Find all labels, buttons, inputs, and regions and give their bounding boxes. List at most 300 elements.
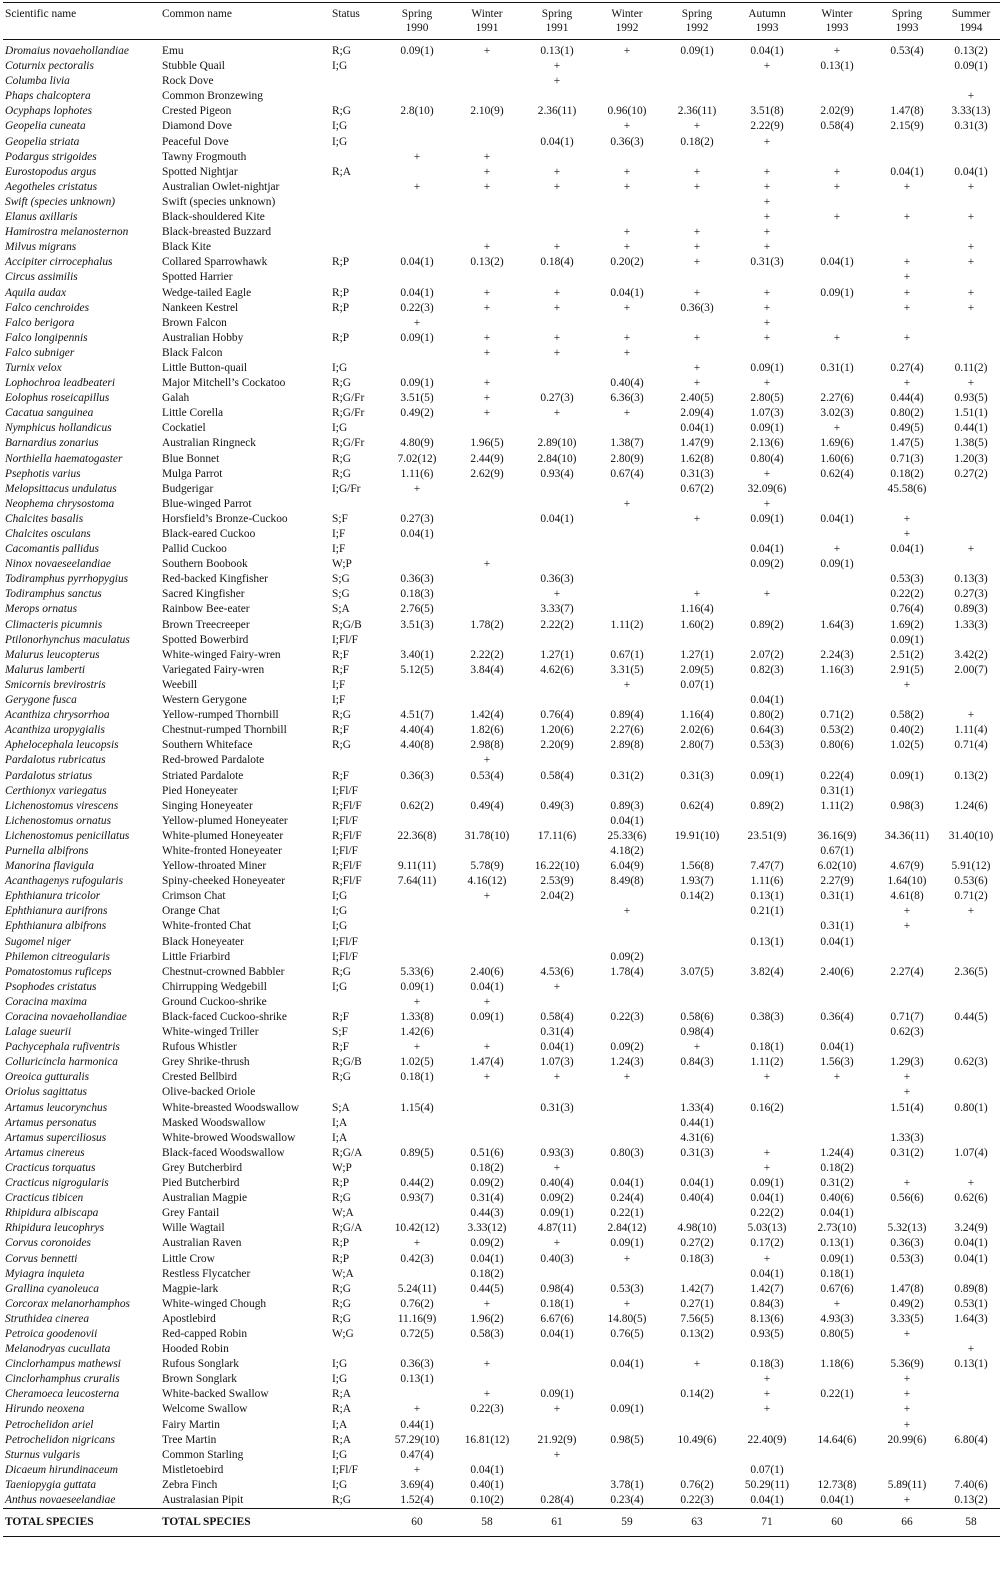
abundance-cell: +: [903, 1177, 911, 1190]
abundance-cell: 0.44(5): [954, 1011, 988, 1023]
abundance-cell: [592, 1387, 662, 1402]
common-name-cell: Nankeen Kestrel: [162, 301, 239, 314]
abundance-cell: [802, 301, 872, 316]
abundance-cell: [802, 482, 872, 497]
abundance-cell: +: [483, 1071, 491, 1084]
status-cell: I;G: [332, 905, 348, 918]
scientific-name-cell: Chalcites basalis: [5, 512, 84, 525]
abundance-cell: +: [483, 150, 491, 163]
abundance-cell: +: [903, 512, 911, 525]
status-cell: R;G/B: [332, 1056, 362, 1069]
abundance-cell: +: [903, 678, 911, 691]
abundance-cell: 0.28(4): [540, 1494, 574, 1506]
status-cell: W;P: [332, 558, 352, 571]
scientific-name-cell: Cracticus torquatus: [5, 1161, 96, 1174]
abundance-cell: [382, 135, 452, 150]
abundance-cell: 9.11(11): [397, 860, 437, 873]
abundance-cell: [942, 1131, 1000, 1146]
abundance-cell: [872, 935, 942, 950]
abundance-cell: 31.78(10): [464, 829, 510, 842]
abundance-cell: 0.71(2): [954, 890, 988, 903]
abundance-cell: [732, 150, 802, 165]
abundance-cell: [872, 1206, 942, 1221]
status-cell: R;Fl/F: [332, 860, 362, 873]
abundance-cell: +: [903, 1494, 911, 1506]
abundance-cell: [382, 950, 452, 965]
common-name-cell: Common Starling: [162, 1448, 244, 1461]
abundance-cell: [732, 980, 802, 995]
status-cell: I;F: [332, 694, 346, 707]
common-name-cell: Chestnut-crowned Babbler: [162, 965, 285, 978]
abundance-cell: [452, 1116, 522, 1131]
header-common-name: Common name: [162, 8, 232, 20]
abundance-cell: [872, 1116, 942, 1131]
header-period: [662, 3, 732, 40]
abundance-cell: [382, 240, 452, 255]
common-name-cell: White-fronted Chat: [162, 920, 251, 933]
abundance-cell: 0.18(3): [680, 1252, 714, 1265]
common-name-cell: Pied Butcherbird: [162, 1177, 240, 1190]
abundance-cell: [382, 195, 452, 210]
abundance-cell: [452, 587, 522, 602]
abundance-cell: [872, 995, 942, 1010]
scientific-name-cell: Pachycephala rufiventris: [5, 1041, 120, 1054]
abundance-cell: +: [553, 346, 561, 359]
abundance-cell: [382, 678, 452, 693]
table-row: [3, 1402, 1000, 1417]
scientific-name-cell: Cracticus nigrogularis: [5, 1177, 109, 1190]
abundance-cell: 0.09(1): [750, 422, 784, 435]
abundance-cell: 4.61(8): [890, 890, 924, 903]
common-name-cell: Black Falcon: [162, 346, 223, 359]
abundance-cell: +: [833, 180, 841, 193]
abundance-cell: 2.8(10): [400, 105, 434, 118]
abundance-cell: [942, 1387, 1000, 1402]
abundance-cell: +: [483, 995, 491, 1008]
abundance-cell: [662, 1085, 732, 1100]
abundance-cell: 8.49(8): [610, 875, 644, 888]
scientific-name-cell: Accipiter cirrocephalus: [5, 256, 113, 269]
abundance-cell: +: [903, 1403, 911, 1416]
abundance-cell: +: [483, 180, 491, 193]
abundance-cell: [452, 195, 522, 210]
abundance-cell: 0.04(1): [610, 814, 644, 827]
table-row: [3, 919, 1000, 934]
abundance-cell: 3.33(5): [890, 1312, 924, 1325]
abundance-cell: 0.09(2): [470, 1177, 504, 1190]
common-name-cell: Brown Treecreeper: [162, 618, 250, 631]
total-species-count: 58: [965, 1516, 977, 1529]
abundance-cell: 0.18(2): [890, 467, 924, 480]
table-row: [3, 1131, 1000, 1146]
table-row: [3, 935, 1000, 950]
abundance-cell: 1.02(5): [890, 739, 924, 752]
scientific-name-cell: Lophochroa leadbeateri: [5, 377, 115, 390]
abundance-cell: 0.31(4): [470, 1192, 504, 1205]
abundance-cell: 0.09(1): [890, 769, 924, 782]
abundance-cell: 1.64(3): [954, 1312, 988, 1325]
abundance-cell: 0.80(6): [820, 739, 854, 752]
abundance-cell: [452, 512, 522, 527]
abundance-cell: 5.24(11): [397, 1282, 437, 1295]
common-name-cell: Rufous Songlark: [162, 1358, 239, 1371]
status-cell: R;G: [332, 452, 351, 465]
period-year: 1993: [895, 22, 919, 34]
abundance-cell: 0.04(1): [954, 165, 988, 178]
abundance-cell: 7.64(11): [397, 875, 437, 888]
abundance-cell: [942, 1418, 1000, 1433]
table-row: [3, 361, 1000, 376]
abundance-cell: [522, 89, 592, 104]
abundance-cell: +: [693, 226, 701, 239]
common-name-cell: Brown Falcon: [162, 316, 227, 329]
abundance-cell: +: [967, 180, 975, 193]
table-row: [3, 1448, 1000, 1463]
common-name-cell: Common Bronzewing: [162, 90, 263, 103]
abundance-cell: 0.04(1): [540, 135, 574, 148]
abundance-cell: 3.82(4): [750, 965, 784, 978]
abundance-cell: [732, 1448, 802, 1463]
abundance-cell: 7.47(7): [750, 860, 784, 873]
abundance-cell: [382, 557, 452, 572]
abundance-cell: +: [967, 709, 975, 722]
abundance-cell: 0.62(4): [680, 799, 714, 812]
abundance-cell: 0.22(3): [400, 301, 434, 314]
status-cell: I;F: [332, 543, 346, 556]
abundance-cell: [662, 150, 732, 165]
abundance-cell: 2.00(7): [954, 663, 988, 676]
abundance-cell: 3.78(1): [610, 1478, 644, 1491]
status-cell: I;Fl/F: [332, 950, 358, 963]
abundance-cell: +: [553, 407, 561, 420]
abundance-cell: 2.36(11): [537, 105, 577, 118]
abundance-cell: 0.22(4): [820, 769, 854, 782]
abundance-cell: [592, 1418, 662, 1433]
table-row: [3, 452, 1000, 467]
abundance-cell: [382, 119, 452, 134]
abundance-cell: [662, 1418, 732, 1433]
abundance-cell: +: [833, 543, 841, 556]
abundance-cell: +: [483, 301, 491, 314]
table-row: [3, 738, 1000, 753]
abundance-cell: 0.18(2): [470, 1161, 504, 1174]
abundance-cell: [942, 693, 1000, 708]
abundance-cell: 0.36(3): [400, 1358, 434, 1371]
abundance-cell: 0.04(1): [954, 1252, 988, 1265]
abundance-cell: [802, 225, 872, 240]
abundance-cell: +: [553, 331, 561, 344]
abundance-cell: [382, 346, 452, 361]
common-name-cell: Striated Pardalote: [162, 769, 244, 782]
abundance-cell: [452, 270, 522, 285]
table-row: [3, 1312, 1000, 1327]
abundance-cell: +: [623, 45, 631, 57]
abundance-cell: [522, 1463, 592, 1478]
scientific-name-cell: Malurus leucopterus: [5, 648, 100, 661]
abundance-cell: +: [413, 1041, 421, 1054]
abundance-cell: 16.81(12): [464, 1433, 510, 1446]
abundance-cell: [452, 572, 522, 587]
abundance-cell: [452, 482, 522, 497]
status-cell: R;G/A: [332, 1222, 363, 1235]
abundance-cell: 7.40(6): [954, 1478, 988, 1491]
status-cell: I;G: [332, 890, 348, 903]
abundance-cell: +: [483, 392, 491, 405]
total-species-label: TOTAL SPECIES: [5, 1516, 94, 1529]
abundance-cell: [452, 316, 522, 331]
abundance-cell: 0.49(5): [890, 422, 924, 435]
abundance-cell: [382, 1116, 452, 1131]
scientific-name-cell: Swift (species unknown): [5, 195, 116, 208]
abundance-cell: [662, 542, 732, 557]
abundance-cell: 0.80(3): [610, 1146, 644, 1159]
scientific-name-cell: Psephotis varius: [5, 467, 81, 480]
total-species-count: 58: [481, 1516, 493, 1529]
abundance-cell: 0.04(1): [820, 1041, 854, 1054]
abundance-cell: 7.02(12): [397, 452, 437, 465]
abundance-cell: [942, 1040, 1000, 1055]
abundance-cell: [522, 225, 592, 240]
common-name-cell: Fairy Martin: [162, 1418, 220, 1431]
abundance-cell: [942, 225, 1000, 240]
abundance-cell: 0.09(1): [820, 286, 854, 299]
common-name-cell: Little Button-quail: [162, 361, 248, 374]
status-cell: I;G: [332, 1373, 348, 1386]
table-row: [3, 1055, 1000, 1070]
abundance-cell: 0.13(2): [680, 1327, 714, 1340]
abundance-cell: 0.58(3): [470, 1327, 504, 1340]
abundance-cell: [382, 89, 452, 104]
table-row: [3, 814, 1000, 829]
abundance-cell: +: [693, 256, 701, 269]
abundance-cell: 0.22(3): [680, 1494, 714, 1506]
abundance-cell: 0.04(1): [610, 1358, 644, 1371]
abundance-cell: 0.24(4): [610, 1192, 644, 1205]
period-year: 1993: [825, 22, 849, 34]
abundance-cell: [802, 1448, 872, 1463]
abundance-cell: [732, 814, 802, 829]
common-name-cell: Australian Hobby: [162, 331, 244, 344]
abundance-cell: 2.84(12): [607, 1222, 647, 1235]
common-name-cell: Grey Shrike-thrush: [162, 1056, 250, 1069]
abundance-cell: +: [623, 905, 631, 918]
abundance-cell: [662, 950, 732, 965]
abundance-cell: [942, 814, 1000, 829]
abundance-cell: [802, 753, 872, 768]
table-row: [3, 829, 1000, 844]
abundance-cell: 0.62(3): [890, 1026, 924, 1039]
abundance-cell: [662, 1463, 732, 1478]
abundance-cell: 0.04(1): [820, 1494, 854, 1506]
abundance-cell: 4.62(6): [540, 663, 574, 676]
abundance-cell: [592, 270, 662, 285]
abundance-cell: [872, 693, 942, 708]
abundance-cell: +: [763, 1146, 771, 1159]
abundance-cell: 4.98(10): [677, 1222, 717, 1235]
abundance-cell: 0.53(3): [890, 573, 924, 586]
header-row: [3, 3, 1000, 40]
abundance-cell: [662, 693, 732, 708]
abundance-cell: [382, 919, 452, 934]
common-name-cell: Black Honeyeater: [162, 935, 244, 948]
table-body: [3, 40, 1000, 1509]
abundance-cell: [942, 678, 1000, 693]
header-period: [592, 3, 662, 40]
abundance-cell: 0.53(3): [610, 1282, 644, 1295]
abundance-cell: 0.22(1): [610, 1207, 644, 1220]
abundance-cell: 0.53(4): [890, 45, 924, 57]
abundance-cell: 0.20(2): [610, 256, 644, 269]
scientific-name-cell: Neophema chrysostoma: [5, 497, 115, 510]
status-cell: R;P: [332, 256, 350, 269]
common-name-cell: Cockatiel: [162, 422, 206, 435]
status-cell: R;A: [332, 1403, 351, 1416]
abundance-cell: +: [483, 331, 491, 344]
status-cell: [330, 195, 382, 210]
abundance-cell: +: [693, 331, 701, 344]
abundance-cell: +: [483, 286, 491, 299]
abundance-cell: 0.58(4): [820, 120, 854, 133]
abundance-cell: [522, 542, 592, 557]
abundance-cell: +: [623, 180, 631, 193]
abundance-cell: 0.04(1): [820, 512, 854, 525]
status-cell: I;Fl/F: [332, 844, 358, 857]
scientific-name-cell: Climacteris picumnis: [5, 618, 103, 631]
abundance-cell: 0.04(1): [820, 256, 854, 269]
abundance-cell: 0.53(2): [820, 724, 854, 737]
status-cell: R;P: [332, 301, 350, 314]
scientific-name-cell: Falco longipennis: [5, 331, 88, 344]
scientific-name-cell: Acanthiza uropygialis: [5, 724, 105, 737]
abundance-cell: 0.09(1): [954, 60, 988, 73]
abundance-cell: +: [903, 1327, 911, 1340]
common-name-cell: White-winged Triller: [162, 1026, 259, 1039]
abundance-cell: [942, 195, 1000, 210]
abundance-cell: 2.24(3): [820, 648, 854, 661]
abundance-cell: 3.84(4): [470, 663, 504, 676]
table-row: [3, 1085, 1000, 1100]
abundance-cell: 11.16(9): [397, 1312, 437, 1325]
abundance-cell: [872, 844, 942, 859]
common-name-cell: Major Mitchell’s Cockatoo: [162, 377, 286, 390]
abundance-cell: 0.44(1): [680, 1116, 714, 1129]
abundance-cell: 0.31(3): [680, 467, 714, 480]
abundance-cell: 1.47(9): [680, 437, 714, 450]
scientific-name-cell: Grallina cyanoleuca: [5, 1282, 99, 1295]
abundance-cell: 0.49(3): [540, 799, 574, 812]
period-year: 1991: [475, 22, 499, 34]
abundance-cell: [942, 995, 1000, 1010]
abundance-cell: [872, 346, 942, 361]
abundance-cell: [522, 482, 592, 497]
abundance-cell: [452, 678, 522, 693]
abundance-cell: [382, 814, 452, 829]
abundance-cell: 0.07(1): [680, 678, 714, 691]
abundance-cell: [662, 1402, 732, 1417]
table-row: [3, 135, 1000, 150]
abundance-cell: +: [763, 1161, 771, 1174]
abundance-cell: [382, 542, 452, 557]
abundance-cell: [662, 195, 732, 210]
abundance-cell: +: [967, 1343, 975, 1356]
abundance-cell: +: [967, 211, 975, 224]
abundance-cell: 0.36(3): [400, 769, 434, 782]
abundance-cell: 1.42(6): [400, 1026, 434, 1039]
scientific-name-cell: Milvus migrans: [5, 241, 77, 254]
abundance-cell: [452, 814, 522, 829]
scientific-name-cell: Ocyphaps lophotes: [5, 105, 92, 118]
status-cell: R;F: [332, 1011, 350, 1023]
abundance-cell: +: [413, 1237, 421, 1250]
abundance-cell: +: [763, 180, 771, 193]
status-cell: [330, 346, 382, 361]
status-cell: R;F: [332, 724, 350, 737]
abundance-cell: +: [553, 180, 561, 193]
abundance-cell: 2.22(2): [540, 618, 574, 631]
abundance-cell: 25.33(6): [607, 829, 647, 842]
abundance-cell: [382, 784, 452, 799]
abundance-cell: [592, 59, 662, 74]
abundance-cell: [592, 557, 662, 572]
common-name-cell: Apostlebird: [162, 1312, 216, 1325]
period-season: Spring: [401, 8, 433, 20]
abundance-cell: +: [553, 1448, 561, 1461]
abundance-cell: 0.14(2): [680, 890, 714, 903]
table-row: [3, 708, 1000, 723]
scientific-name-cell: Artamus personatus: [5, 1116, 97, 1129]
abundance-cell: [662, 316, 732, 331]
abundance-cell: 1.96(2): [470, 1312, 504, 1325]
abundance-cell: [382, 1267, 452, 1282]
abundance-cell: [382, 1085, 452, 1100]
table-row: [3, 1025, 1000, 1040]
abundance-cell: 4.87(11): [537, 1222, 577, 1235]
scientific-name-cell: Lichenostomus virescens: [5, 799, 119, 812]
abundance-cell: 2.84(10): [537, 452, 577, 465]
common-name-cell: Rainbow Bee-eater: [162, 603, 250, 616]
abundance-cell: 0.09(1): [750, 512, 784, 525]
abundance-cell: 3.51(3): [400, 618, 434, 631]
abundance-cell: 0.80(2): [750, 709, 784, 722]
abundance-cell: 0.36(3): [890, 1237, 924, 1250]
abundance-cell: 0.51(6): [470, 1146, 504, 1159]
abundance-cell: 0.09(1): [610, 1237, 644, 1250]
abundance-cell: 0.82(3): [750, 663, 784, 676]
abundance-cell: [592, 1267, 662, 1282]
status-cell: R;Fl/F: [332, 829, 362, 842]
abundance-cell: [452, 1101, 522, 1116]
status-cell: R;G: [332, 45, 351, 57]
abundance-cell: +: [903, 271, 911, 284]
scientific-name-cell: Petroica goodenovii: [5, 1327, 98, 1340]
abundance-cell: 0.13(3): [954, 573, 988, 586]
abundance-cell: [452, 135, 522, 150]
abundance-cell: [522, 210, 592, 225]
abundance-cell: 2.40(6): [470, 965, 504, 978]
abundance-cell: 0.62(4): [820, 467, 854, 480]
total-species-count: 59: [621, 1516, 633, 1529]
common-name-cell: Wedge-tailed Eagle: [162, 286, 252, 299]
abundance-cell: +: [413, 1403, 421, 1416]
abundance-cell: [732, 844, 802, 859]
table-row: [3, 753, 1000, 768]
abundance-cell: 0.76(2): [680, 1478, 714, 1491]
abundance-cell: 0.04(1): [750, 1494, 784, 1506]
abundance-cell: +: [967, 301, 975, 314]
abundance-cell: 0.71(7): [890, 1011, 924, 1023]
abundance-cell: +: [763, 60, 771, 73]
abundance-cell: 0.09(1): [540, 1207, 574, 1220]
